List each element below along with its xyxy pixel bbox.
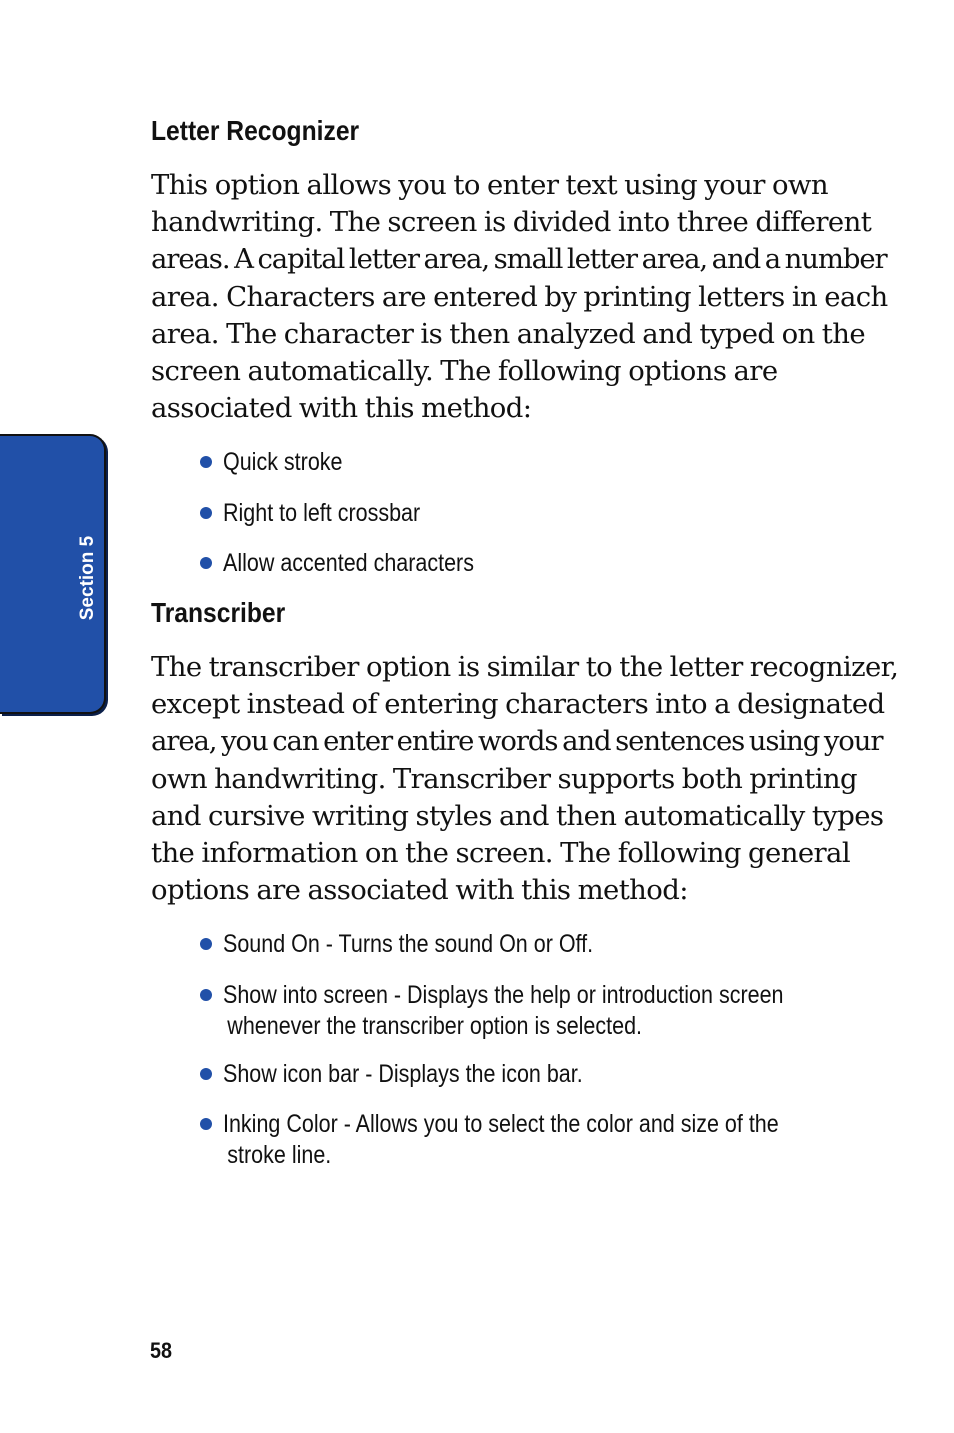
- bullet-icon: [200, 1118, 212, 1130]
- list-item-text: Allow accented characters: [223, 549, 474, 577]
- paragraph-line: area. The character is then analyzed and typed on the: [151, 317, 866, 350]
- paragraph-line: handwriting. The screen is divided into three different: [151, 206, 872, 239]
- paragraph-line: area, you can enter entire words and sentences using your: [151, 725, 883, 758]
- list-item: [198, 447, 362, 478]
- list-item-text: stroke line.: [227, 1141, 332, 1169]
- paragraph-line: except instead of entering characters into a designated: [151, 688, 885, 721]
- list-item-text: Sound On - Turns the sound On or Off.: [223, 930, 594, 958]
- list-item-text: Inking Color - Allows you to select the color and size of the: [223, 1110, 779, 1138]
- paragraph-line: and cursive writing styles and then automatically types: [151, 799, 884, 832]
- heading-letter-recognizer: Letter Recognizer: [151, 115, 360, 146]
- list-item-text: Right to left crossbar: [223, 499, 421, 527]
- list-item: [198, 980, 875, 1042]
- paragraph-line: area. Characters are entered by printing letters in each: [151, 280, 888, 313]
- bullet-icon: [200, 989, 212, 1001]
- paragraph-line: areas. A capital letter area, small letter area, and a number: [151, 243, 887, 276]
- list-item-text: Show into screen - Displays the help or introduction screen: [223, 981, 784, 1009]
- bullet-icon: [200, 1068, 212, 1080]
- bullet-icon: [200, 557, 212, 569]
- paragraph-line: the information on the screen. The following general: [151, 837, 851, 870]
- paragraph-transcriber: [151, 649, 899, 909]
- paragraph-line: associated with this method:: [151, 392, 532, 425]
- bullet-icon: [200, 507, 212, 519]
- list-item: [198, 1059, 641, 1090]
- paragraph-line: This option allows you to enter text using your own: [151, 169, 828, 201]
- bullet-icon: [200, 938, 212, 950]
- bullet-icon: [200, 456, 212, 468]
- list-item: [198, 1109, 869, 1171]
- heading-transcriber: Transcriber: [151, 597, 286, 628]
- list-item-text: Quick stroke: [223, 448, 343, 476]
- paragraph-line: options are associated with this method:: [151, 874, 688, 907]
- list-item-text: whenever the transcriber option is selected.: [227, 1012, 642, 1040]
- paragraph-line: screen automatically. The following options are: [151, 355, 778, 388]
- list-item: [198, 929, 653, 960]
- list-item: [198, 548, 515, 579]
- paragraph-letter-recognizer: [151, 167, 895, 427]
- paragraph-line: The transcriber option is similar to the letter recognizer,: [151, 651, 899, 683]
- list-item-text: Show icon bar - Displays the icon bar.: [223, 1060, 583, 1088]
- list-item: [198, 498, 452, 529]
- page-number: 58: [150, 1338, 173, 1363]
- section-tab-label: Section 5: [77, 535, 98, 621]
- paragraph-line: own handwriting. Transcriber supports both printing: [151, 762, 858, 795]
